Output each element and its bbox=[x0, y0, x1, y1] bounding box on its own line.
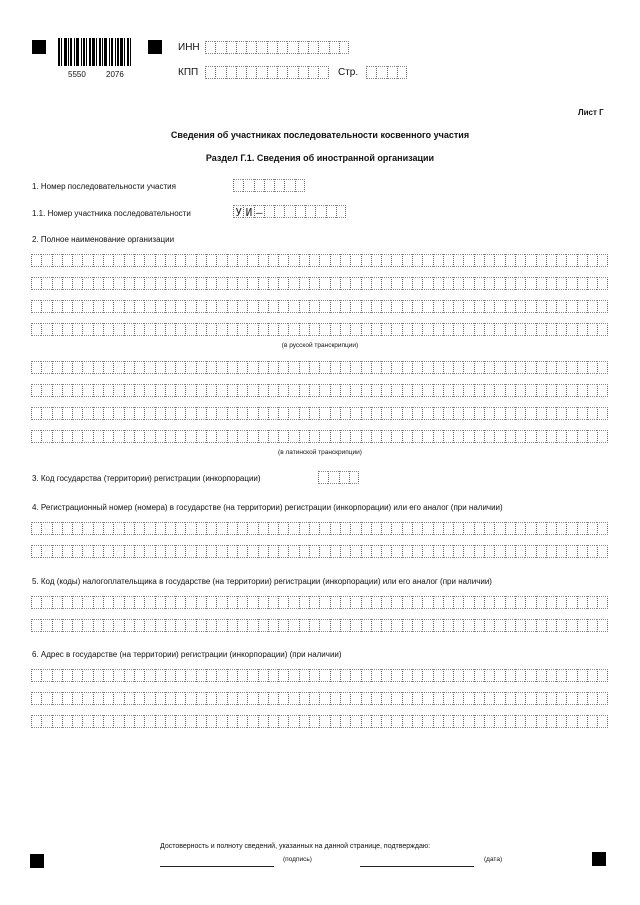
field-1-1-label: 1.1. Номер участника последовательности bbox=[32, 209, 191, 218]
field-3-label: 3. Код государства (территории) регистрации (инкорпорации) bbox=[32, 474, 261, 483]
field-6-label: 6. Адрес в государстве (на территории) регистрации (инкорпорации) (при наличии) bbox=[32, 650, 342, 659]
field-4-label: 4. Регистрационный номер (номера) в государстве (на территории) регистрации (инкорпорации) или его аналог (при наличии) bbox=[32, 503, 503, 512]
form-title: Сведения об участниках последовательности косвенного участия bbox=[170, 130, 470, 140]
section-title: Раздел Г.1. Сведения об иностранной организации bbox=[205, 153, 435, 163]
date-caption: (дата) bbox=[484, 856, 503, 863]
field-5-label: 5. Код (коды) налогоплательщика в государстве (на территории) регистрации (инкорпорации) или его аналог (при наличии) bbox=[32, 577, 492, 586]
date-line[interactable] bbox=[360, 866, 474, 867]
participation-sequence-number-field[interactable] bbox=[233, 179, 305, 192]
character-cell-row[interactable] bbox=[31, 596, 608, 609]
page-number-label: Стр. bbox=[338, 67, 359, 78]
confirmation-text: Достоверность и полноту сведений, указанных на данной странице, подтверждаю: bbox=[160, 843, 431, 850]
character-cell-row[interactable] bbox=[31, 361, 608, 374]
barcode-image bbox=[58, 38, 138, 68]
character-cell-row[interactable] bbox=[31, 323, 608, 336]
character-cell-row[interactable] bbox=[31, 384, 608, 397]
character-cell-row[interactable] bbox=[31, 407, 608, 420]
character-cell-row[interactable] bbox=[31, 300, 608, 313]
participant-prefix-cell: – bbox=[254, 205, 264, 218]
latin-transcription-caption: (в латинской транскрипции) bbox=[278, 449, 362, 456]
barcode-number-right: 2076 bbox=[106, 70, 124, 79]
inn-field[interactable] bbox=[205, 41, 349, 54]
kpp-label: КПП bbox=[178, 67, 199, 78]
character-cell-row[interactable] bbox=[31, 277, 608, 290]
character-cell-row[interactable] bbox=[31, 254, 608, 267]
signature-caption: (подпись) bbox=[283, 856, 312, 863]
character-cell-row[interactable] bbox=[31, 545, 608, 558]
character-cell-row[interactable] bbox=[31, 522, 608, 535]
character-cell-row[interactable] bbox=[31, 430, 608, 443]
participant-prefix-cell: И bbox=[243, 205, 253, 218]
character-cell-row[interactable] bbox=[31, 619, 608, 632]
field-1-label: 1. Номер последовательности участия bbox=[32, 182, 176, 191]
registration-marker-top-left bbox=[32, 40, 46, 54]
registration-marker-top-right bbox=[148, 40, 162, 54]
participant-number-field[interactable] bbox=[233, 205, 346, 218]
russian-transcription-caption: (в русской транскрипции) bbox=[281, 342, 359, 349]
kpp-field[interactable] bbox=[205, 66, 329, 79]
sheet-label: Лист Г bbox=[578, 108, 604, 117]
signature-line[interactable] bbox=[160, 866, 274, 867]
country-code-field[interactable] bbox=[318, 471, 359, 484]
registration-marker-bottom-right bbox=[592, 852, 606, 866]
character-cell-row[interactable] bbox=[31, 715, 608, 728]
character-cell-row[interactable] bbox=[31, 669, 608, 682]
character-cell-row[interactable] bbox=[31, 692, 608, 705]
participant-prefix-cell: У bbox=[233, 205, 243, 218]
field-2-label: 2. Полное наименование организации bbox=[32, 235, 175, 244]
registration-marker-bottom-left bbox=[30, 854, 44, 868]
barcode-number-left: 5550 bbox=[68, 70, 86, 79]
inn-label: ИНН bbox=[178, 42, 200, 53]
page-number-field[interactable] bbox=[366, 66, 407, 79]
